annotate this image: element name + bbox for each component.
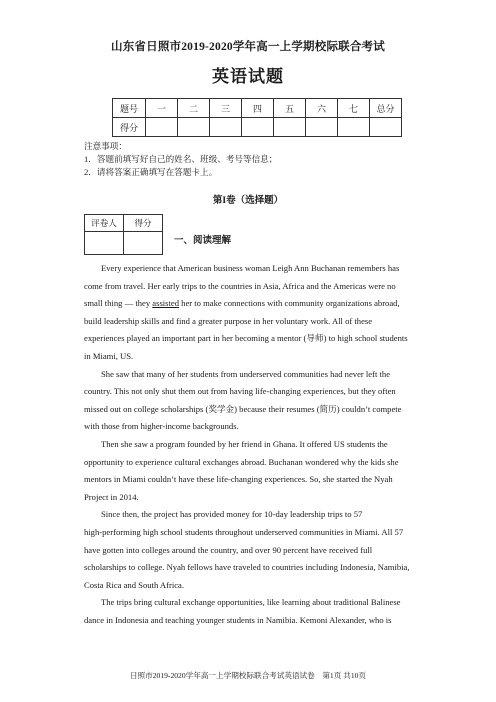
- passage-line: Since then, the project has provided money for 10-day leadership trips to 57: [101, 509, 363, 520]
- passage-line: Costa Rica and South Africa.: [84, 579, 185, 590]
- passage-line: country. This not only shut them out from having life-changing experiences, but they often: [84, 386, 396, 397]
- score-blank: [146, 118, 178, 137]
- score-cell-6: 六: [306, 99, 338, 118]
- score-blank: [338, 118, 370, 137]
- passage-line: with those from higher-income backgrounds.: [84, 421, 239, 432]
- passage-fragment: her to make connections with community organizations abroad,: [179, 298, 400, 309]
- score-blank: [178, 118, 210, 137]
- notes-heading: 注意事项：: [84, 141, 127, 151]
- passage-line: dance in Indonesia and teaching younger students in Namibia. Kemoni Alexander, who is: [84, 614, 392, 625]
- score-blank: [210, 118, 242, 137]
- underlined-word: assisted: [152, 298, 180, 309]
- section-title: 第I卷（选择题）: [212, 196, 284, 206]
- score-table: [112, 98, 402, 137]
- passage-line: [84, 295, 420, 313]
- score-blank: [274, 118, 306, 137]
- passage-line: opportunity to experience cultural exchanges abroad. Buchanan wondered why the kids she: [84, 456, 399, 467]
- grader-blank: [124, 232, 163, 255]
- passage-line: high-performing high school students throughout underserved communities in Miami. All 57: [84, 526, 404, 537]
- passage-line: experiences played an important part in her becoming a mentor (导师) to high school students: [84, 333, 408, 344]
- passage-line: Project in 2014.: [84, 491, 139, 502]
- score-cell-4: 四: [242, 99, 274, 118]
- passage-line: She saw that many of her students from underserved communities had never left the: [101, 368, 391, 379]
- score-row-label: 得分: [113, 118, 146, 137]
- passage-line: mentors in Miami couldn’t have these life-changing experiences. So, she started the Nyah: [84, 474, 393, 485]
- passage-line: scholarships to college. Nyah fellows have traveled to countries including Indonesia, Namibia,: [84, 562, 410, 573]
- grader-col-score: 得分: [124, 215, 163, 232]
- score-blank: [306, 118, 338, 137]
- paragraph-5: [84, 594, 420, 629]
- score-blank: [370, 118, 402, 137]
- grader-table: [84, 214, 163, 255]
- score-cell-label: 题号: [113, 99, 146, 118]
- exam-title: 山东省日照市2019-2020学年高一上学期校际联合考试: [111, 41, 385, 53]
- page-footer: 日照市2019-2020学年高一上学期校际联合考试英语试卷 第1页 共10页: [129, 671, 367, 680]
- grader-blank: [85, 232, 124, 255]
- score-blank: [242, 118, 274, 137]
- paragraph-3: [84, 436, 420, 506]
- score-cell-5: 五: [274, 99, 306, 118]
- passage-line: missed out on college scholarships (奖学金) because their resumes (简历) couldn’t compete: [84, 403, 402, 414]
- passage-fragment: small thing — they: [84, 298, 153, 309]
- passage-line: have gotten into colleges around the country, and over 90 percent have received full: [84, 544, 373, 555]
- paragraph-2: [84, 366, 420, 436]
- score-table-score-row: [113, 118, 402, 137]
- passage-line: come from travel. Her early trips to the countries in Asia, Africa and the Americas were no: [84, 280, 396, 291]
- passage-line: Every experience that American business woman Leigh Ann Buchanan remembers has: [101, 263, 400, 273]
- paragraph-4: [84, 506, 420, 594]
- passage-line: build leadership skills and find a greater purpose in her voluntary work. All of these: [84, 315, 373, 326]
- notes-item: 2．请将答案正确填写在答题卡上。: [84, 167, 218, 177]
- score-table-header-row: [113, 99, 402, 118]
- paragraph-1: [84, 260, 420, 366]
- score-cell-1: 一: [146, 99, 178, 118]
- score-cell-7: 七: [338, 99, 370, 118]
- passage-line: in Miami, US.: [84, 350, 134, 361]
- grader-col-reviewer: 评卷人: [85, 215, 124, 232]
- notes: [84, 140, 277, 179]
- notes-item: 1．答题前填写好自己的姓名、班级、考号等信息；: [84, 154, 278, 164]
- score-cell-3: 三: [210, 99, 242, 118]
- subject-title: 英语试题: [212, 67, 284, 86]
- reading-passage: [84, 260, 420, 629]
- passage-line: Then she saw a program founded by her friend in Ghana. It offered US students the: [101, 438, 388, 449]
- score-cell-total: 总分: [370, 99, 402, 118]
- part-title: 一、阅读理解: [174, 236, 232, 246]
- passage-line: The trips bring cultural exchange opportunities, like learning about traditional Balinese: [101, 597, 401, 608]
- score-cell-2: 二: [178, 99, 210, 118]
